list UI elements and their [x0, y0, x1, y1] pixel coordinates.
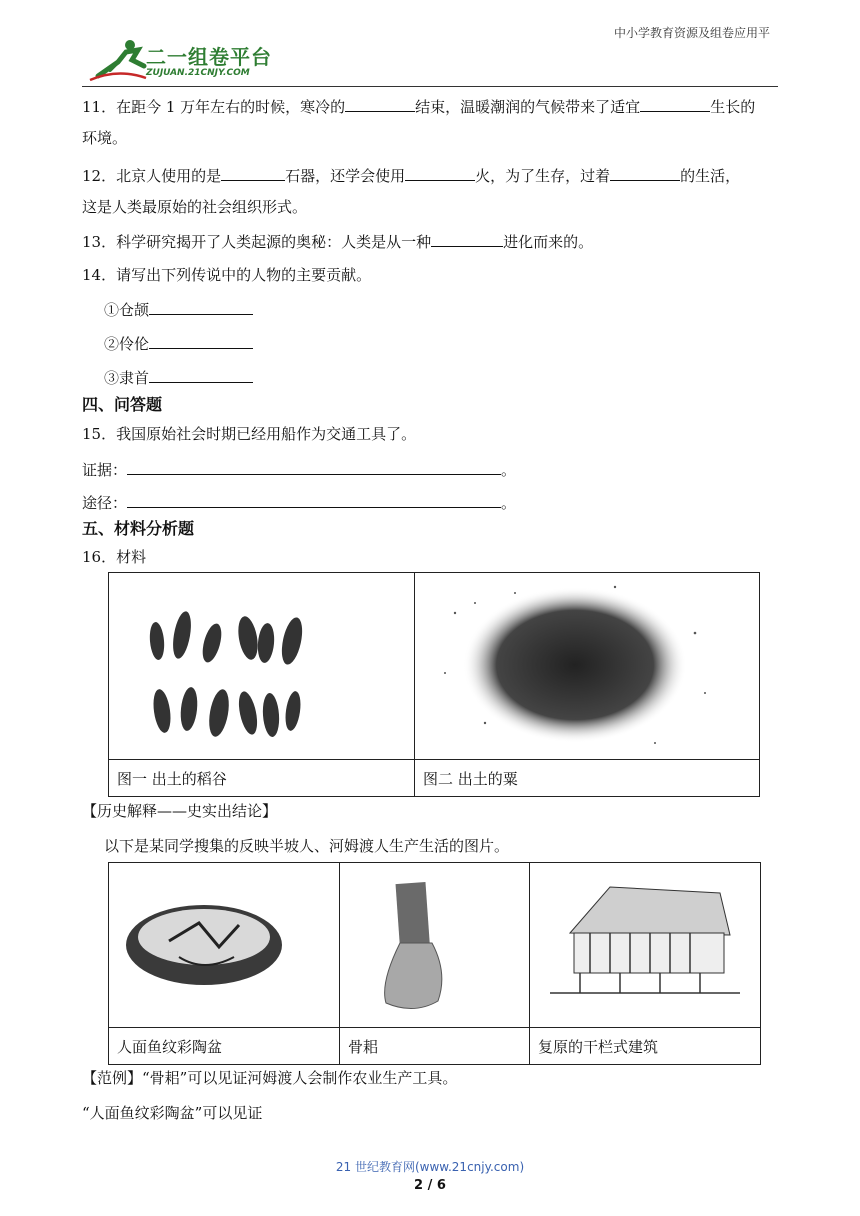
question-14-stem: 14．请写出下列传说中的人物的主要贡献。	[82, 266, 372, 284]
millet-pile-icon	[415, 573, 759, 755]
blank	[345, 95, 415, 112]
blank	[149, 332, 253, 349]
question-14-item-1: ①仓颉	[104, 298, 253, 320]
bone-spade-image	[340, 863, 530, 1028]
header-platform-text: 中小学教育资源及组卷应用平	[613, 26, 770, 40]
material-table-2	[108, 862, 761, 1065]
section-4-heading: 四、问答题	[82, 395, 163, 414]
question-14-item-3: ③隶首	[104, 366, 253, 388]
pottery-basin-image	[109, 863, 340, 1028]
blank	[149, 366, 253, 383]
blank	[610, 164, 680, 181]
rice-grains-icon	[109, 573, 414, 755]
footer-link[interactable]: 21 世纪教育网(www.21cnjy.com)	[335, 1160, 525, 1174]
rice-grains-image	[109, 573, 415, 760]
pottery-basin-icon	[109, 863, 339, 1023]
blank	[127, 491, 501, 508]
logo-text: 二一组卷平台	[146, 45, 272, 69]
material-table-1	[108, 572, 760, 797]
stilt-house-icon	[530, 863, 760, 1023]
blank	[405, 164, 475, 181]
question-15-evidence: 证据： 。	[82, 458, 516, 480]
question-16-stem: 16．材料	[82, 548, 147, 566]
question-15-route: 途径： 。	[82, 491, 516, 513]
explain-title: 【历史解释——史实出结论】	[82, 802, 278, 820]
caption-millet: 图二 出土的粟	[415, 760, 760, 797]
caption-rice: 图一 出土的稻谷	[109, 760, 415, 797]
page-number: 2 / 6	[414, 1178, 446, 1193]
question-12-line1: 12．北京人使用的是 石器，还学会使用 火，为了生存，过着 的生活，	[82, 164, 740, 186]
section-5-heading: 五、材料分析题	[82, 519, 195, 538]
question-11-line1: 11．在距今 1 万年左右的时候，寒冷的 结束，温暖潮润的气候带来了适宜 生长的	[82, 95, 755, 117]
header-divider	[82, 86, 778, 87]
material-intro: 以下是某同学搜集的反映半坡人、河姆渡人生产生活的图片。	[104, 837, 510, 855]
blank	[221, 164, 285, 181]
question-14-item-2: ②伶伦	[104, 332, 253, 354]
millet-image	[415, 573, 760, 760]
caption-pottery-basin: 人面鱼纹彩陶盆	[109, 1028, 340, 1065]
blank	[640, 95, 710, 112]
bone-spade-icon	[340, 863, 529, 1023]
logo-subtext: ZUJUAN.21CNJY.COM	[146, 68, 250, 78]
blank	[149, 298, 253, 315]
stilt-house-image	[530, 863, 761, 1028]
prompt-text: “人面鱼纹彩陶盆”可以见证	[82, 1104, 263, 1122]
caption-bone-spade: 骨耜	[340, 1028, 530, 1065]
question-13: 13．科学研究揭开了人类起源的奥秘：人类是从一种 进化而来的。	[82, 230, 593, 252]
example-text: 【范例】“骨耜”可以见证河姆渡人会制作农业生产工具。	[82, 1069, 458, 1087]
question-12-line2: 这是人类最原始的社会组织形式。	[82, 198, 308, 216]
caption-stilt-house: 复原的干栏式建筑	[530, 1028, 761, 1065]
question-15-stem: 15．我国原始社会时期已经用船作为交通工具了。	[82, 425, 417, 443]
blank	[431, 230, 503, 247]
question-11-line2: 环境。	[82, 129, 128, 147]
blank	[127, 458, 501, 475]
